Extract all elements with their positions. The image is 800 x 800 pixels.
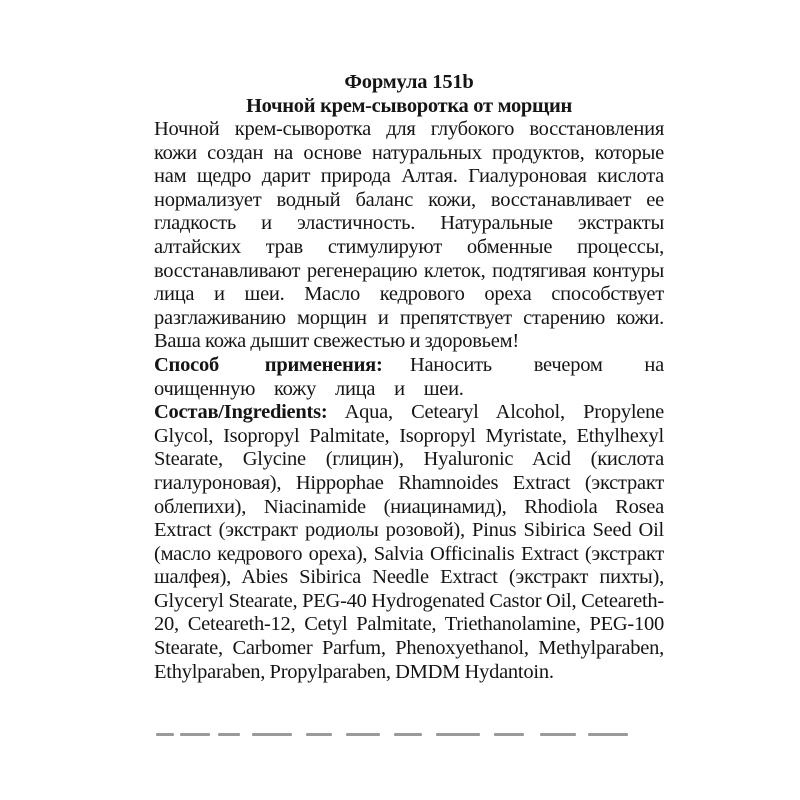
cropped-text-fragment (588, 733, 628, 736)
cropped-text-fragment (346, 733, 380, 736)
composition-text: Aqua, Cetearyl Alcohol, Propylene Glycol, Isopropyl Palmitate, Isopropyl Myristate, Ethylhexyl Stearate, Glycine (глицин), Hyaluronic Acid (кислота гиалуроновая), Hippophae Rhamnoides Extract (экстракт облепихи), Niacinamide (ниацинамид), Rhodiola Rosea Extract (экстракт родиолы розовой), Pinus Sibirica Seed Oil (масло кедрового ореха), Salvia Officinalis Extract (экстракт шалфея), Abies Sibirica Needle Extract (экстракт пихты), Glyceryl Stearate, PEG-40 Hydrogenated Castor Oil, Ceteareth-20, Ceteareth-12, Cetyl Palmitate, Triethanolamine, PEG-100 Stearate, Carbomer Parfum, Phenoxyethanol, Methylparaben, Ethylparaben, Propylparaben, DMDM Hydantoin. (154, 401, 664, 683)
product-subtitle: Ночной крем-сыворотка от морщин (245, 95, 573, 117)
cropped-text-fragment (252, 733, 292, 736)
composition-section (154, 401, 664, 684)
cropped-text-fragment (494, 733, 524, 736)
cropped-text-fragment (180, 733, 210, 736)
cropped-text-line (156, 731, 636, 745)
usage-section (154, 354, 664, 401)
product-description: Ночной крем-сыворотка для глубокого восстановления кожи создан на основе натуральных продуктов, которые нам щедро дарит природа Алтая. Гиалуроновая кислота нормализует водный баланс кожи, восстанавливает ее гладкость и эластичность. Натуральные экстракты алтайских трав стимулируют обменные процессы, восстанавливают регенерацию клеток, подтягивая контуры лица и шеи. Масло кедрового ореха способствует разглаживанию морщин и препятствует старению кожи. Ваша кожа дышит свежестью и здоровьем! (154, 118, 664, 353)
product-title: Формула 151b (344, 71, 474, 93)
cropped-text-fragment (218, 733, 240, 736)
composition-label: Состав/Ingredients: (154, 401, 328, 424)
usage-label: Способ применения: (154, 353, 383, 376)
product-label (154, 70, 664, 684)
usage-text: Наносить вечером на очищенную кожу лица и шеи. (154, 353, 664, 400)
cropped-text-fragment (306, 733, 332, 736)
cropped-text-fragment (436, 733, 480, 736)
cropped-text-fragment (540, 733, 576, 736)
cropped-text-fragment (156, 733, 174, 736)
cropped-text-fragment (394, 733, 422, 736)
